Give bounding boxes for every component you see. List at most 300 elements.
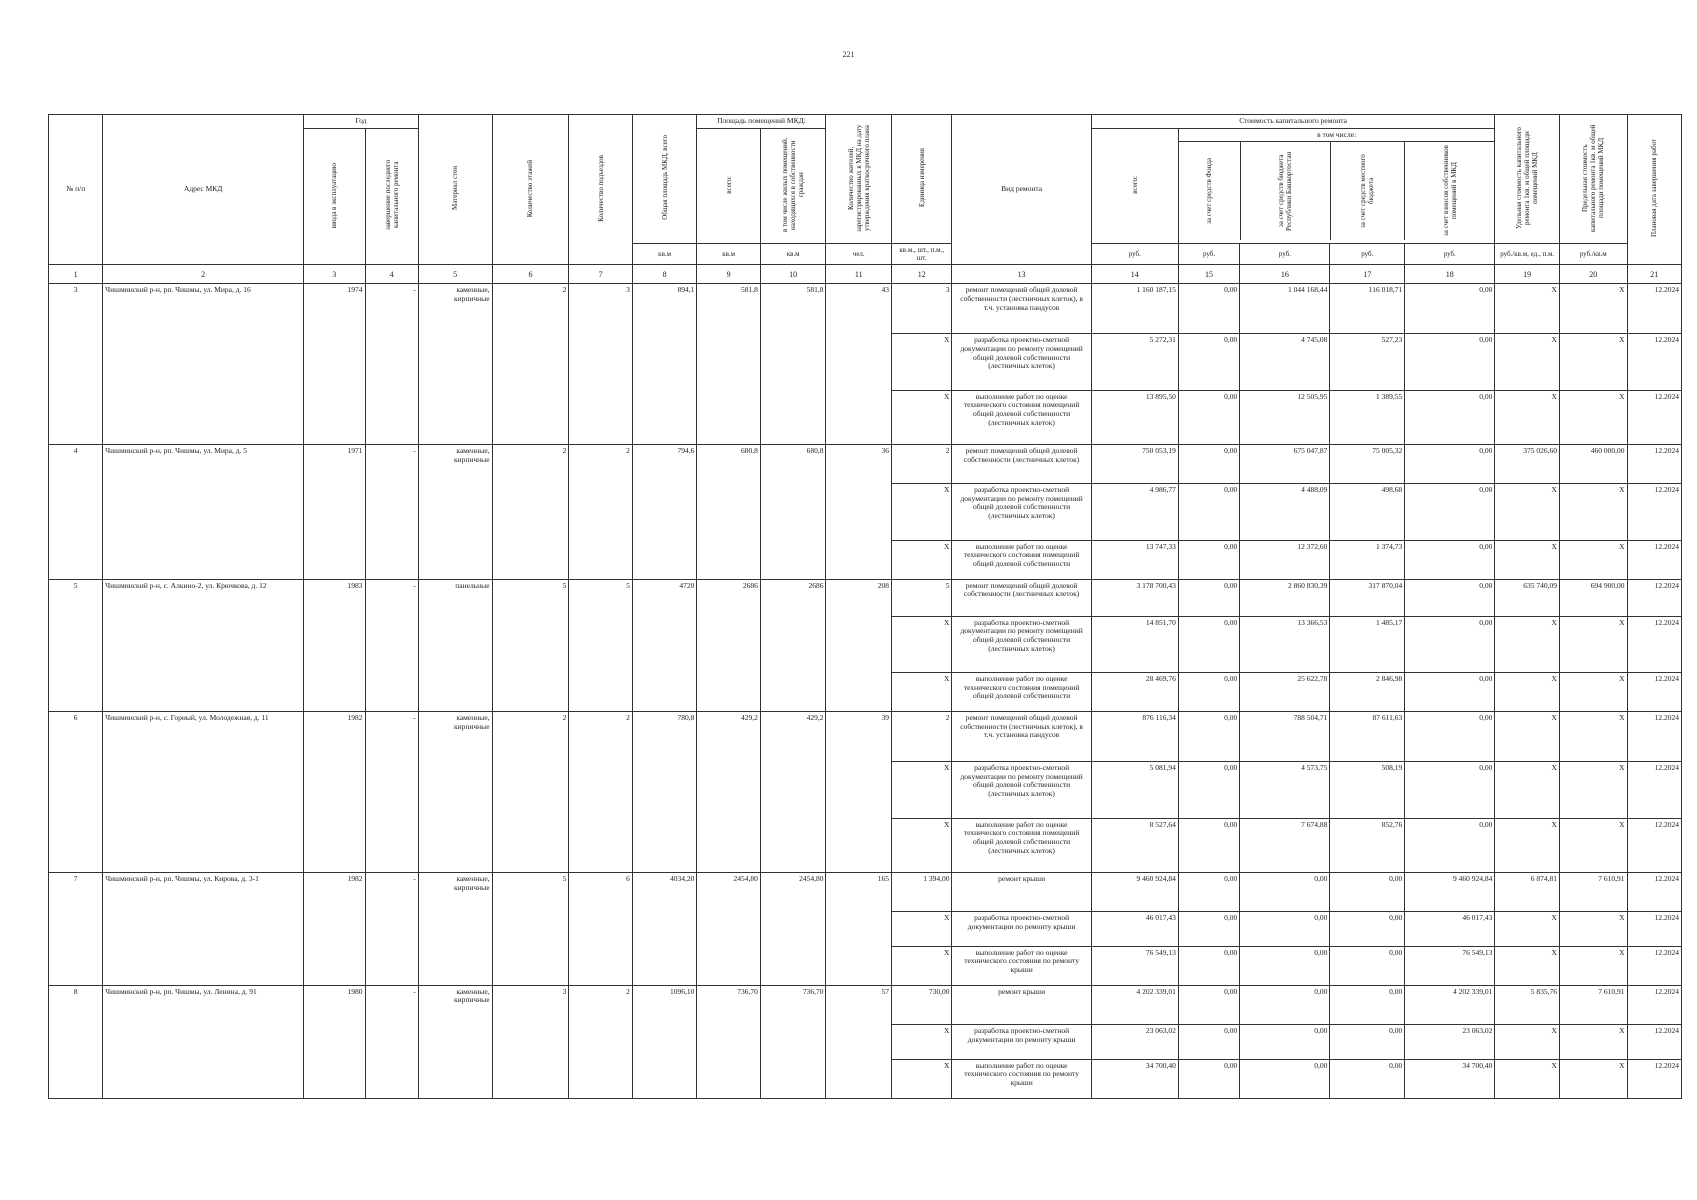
unit-cost: X [1495,912,1560,947]
header-row-1 [49,115,1682,129]
cost-owners: 0,00 [1405,818,1495,872]
unit-cost: 375 026,60 [1495,445,1560,484]
house-address: Чишминский р-н, рп. Чишмы, ул. Ленина, д. 91 [103,985,304,1098]
house-number: 7 [49,872,103,985]
cost-fund: 0,00 [1178,484,1239,540]
cost-total: 23 063,02 [1091,1024,1178,1059]
col-fund-header: за счет средств Фонда [1179,142,1241,240]
entrances-count: 6 [569,872,633,985]
cost-total: 76 549,13 [1091,946,1178,985]
col-last-repair-header: завершение последнего капитального ремонта [365,128,418,265]
col-local-budget-header: за счет средств местного бюджета [1331,142,1406,240]
col-max-cost-header: Предельная стоимость капитального ремонта 1кв. м общей площади помещений МКД [1559,115,1627,244]
col-num-header: № п/п [49,115,103,265]
work-unit: X [892,762,952,818]
residential-area: 736,70 [760,985,826,1098]
unit-cost: 635 740,09 [1495,579,1560,616]
work-name: ремонт помещений общей долевой собственности (лестничных клеток), в т.ч. установка пандусов [952,712,1091,762]
col-cost-group-header: Стоимость капитального ремонта [1091,115,1495,129]
premises-area: 680,8 [697,445,761,580]
entrances-count: 2 [569,712,633,873]
completion-date: 12.2024 [1627,445,1681,484]
year-commission: 1982 [304,872,365,985]
last-repair-year: - [365,985,418,1098]
cost-republic-budget: 4 745,08 [1240,334,1330,390]
work-name: разработка проектно-сметной документации по ремонту помещений общей долевой собственности (лестничных клеток) [952,616,1091,672]
cost-fund: 0,00 [1178,985,1239,1024]
completion-date: 12.2024 [1627,912,1681,947]
col-premises-residential-header: в том числе жилых помещений, находящихся в собственности граждан [760,128,826,244]
total-area: 4720 [632,579,697,711]
cost-republic-budget: 12 372,60 [1240,540,1330,579]
cost-owners: 76 549,13 [1405,946,1495,985]
total-area: 4034,20 [632,872,697,985]
max-cost: 7 610,91 [1559,872,1627,911]
unit-cell: кв.м [632,244,697,265]
page-number: 221 [842,50,855,59]
unit-cell: кв.м., шт., п.м., шт. [892,244,952,265]
cost-total: 4 202 339,01 [1091,985,1178,1024]
cost-total: 46 017,43 [1091,912,1178,947]
year-commission: 1974 [304,284,365,445]
cost-total: 14 851,70 [1091,616,1178,672]
col-number: 15 [1178,265,1239,284]
house-number: 8 [49,985,103,1098]
table-row [49,579,1682,616]
wall-material: каменные, кирпичные [418,985,492,1098]
unit-cost: X [1495,1059,1560,1098]
table-row [49,445,1682,484]
wall-material: панельные [418,579,492,711]
cost-total: 28 469,76 [1091,673,1178,712]
completion-date: 12.2024 [1627,616,1681,672]
col-total-area-header: Общая площадь МКД, всего [632,115,697,244]
cost-local-budget: 508,19 [1330,762,1405,818]
cost-republic-budget: 0,00 [1240,912,1330,947]
house-number: 5 [49,579,103,711]
cost-total: 8 527,64 [1091,818,1178,872]
cost-republic-budget: 2 860 830,39 [1240,579,1330,616]
cost-fund: 0,00 [1178,872,1239,911]
col-date-header: Плановая дата завершения работ [1627,115,1681,265]
residents-count: 39 [826,712,892,873]
unit-cell: кв.м [697,244,761,265]
cost-republic-budget: 13 366,53 [1240,616,1330,672]
floors-count: 2 [492,284,569,445]
cost-total: 5 272,31 [1091,334,1178,390]
cost-fund: 0,00 [1178,912,1239,947]
floors-count: 2 [492,712,569,873]
cost-total: 34 700,40 [1091,1059,1178,1098]
col-number: 14 [1091,265,1178,284]
col-number: 3 [304,265,365,284]
cost-local-budget: 317 870,04 [1330,579,1405,616]
cost-republic-budget: 0,00 [1240,1059,1330,1098]
cost-local-budget: 0,00 [1330,985,1405,1024]
cost-owners: 46 017,43 [1405,912,1495,947]
wall-material: каменные, кирпичные [418,445,492,580]
floors-count: 5 [492,579,569,711]
cost-fund: 0,00 [1178,1059,1239,1098]
cost-fund: 0,00 [1178,540,1239,579]
house-address: Чишминский р-н, с. Алкино-2, ул. Крючкова, д. 12 [103,579,304,711]
cost-republic-budget: 788 504,71 [1240,712,1330,762]
house-number: 4 [49,445,103,580]
work-unit: X [892,912,952,947]
table-row [49,985,1682,1024]
col-owners-header: за счет взносов собственников помещений в МКД [1441,145,1458,237]
work-unit: X [892,616,952,672]
work-unit: 1 394,00 [892,872,952,911]
max-cost: X [1559,616,1627,672]
max-cost: X [1559,334,1627,390]
max-cost: 460 000,00 [1559,445,1627,484]
cost-local-budget: 116 018,71 [1330,284,1405,334]
work-unit: 2 [892,445,952,484]
work-unit: X [892,673,952,712]
floors-count: 5 [492,872,569,985]
residents-count: 208 [826,579,892,711]
work-name: выполнение работ по оценке технического состояния помещений общей долевой собственности [952,540,1091,579]
col-number: 2 [103,265,304,284]
cost-local-budget: 87 611,63 [1330,712,1405,762]
cost-republic-budget: 1 044 168,44 [1240,284,1330,334]
cost-republic-budget: 0,00 [1240,985,1330,1024]
max-cost: X [1559,712,1627,762]
cost-fund: 0,00 [1178,818,1239,872]
max-cost: X [1559,484,1627,540]
col-cost-total-header: всего: [1091,128,1178,244]
work-name: ремонт помещений общей долевой собственности (лестничных клеток) [952,445,1091,484]
col-year-commission-header: ввода в эксплуатацию [304,128,365,265]
col-number: 1 [49,265,103,284]
cost-total: 13 895,50 [1091,390,1178,444]
completion-date: 12.2024 [1627,712,1681,762]
unit-cell: руб. [1178,244,1239,265]
cost-owners: 0,00 [1405,673,1495,712]
residential-area: 680,8 [760,445,826,580]
col-number: 11 [826,265,892,284]
col-premises-group-header: Площадь помещений МКД: [697,115,826,129]
unit-cell: чел. [826,244,892,265]
cost-local-budget: 852,76 [1330,818,1405,872]
unit-cost: X [1495,484,1560,540]
work-name: разработка проектно-сметной документации по ремонту крыши [952,1024,1091,1059]
unit-cost: X [1495,818,1560,872]
capital-repair-table [48,114,1682,1099]
max-cost: X [1559,946,1627,985]
col-republic-budget-header: за счет средств бюджета Республики Башкортостан [1241,142,1331,240]
cost-republic-budget: 7 674,88 [1240,818,1330,872]
completion-date: 12.2024 [1627,284,1681,334]
work-unit: 730,00 [892,985,952,1024]
cost-owners: 0,00 [1405,445,1495,484]
cost-owners: 23 063,02 [1405,1024,1495,1059]
col-number: 9 [697,265,761,284]
residential-area: 581,8 [760,284,826,445]
work-unit: 5 [892,579,952,616]
cost-total: 4 986,77 [1091,484,1178,540]
work-name: выполнение работ по оценке технического состояния по ремонту крыши [952,946,1091,985]
cost-owners: 0,00 [1405,712,1495,762]
work-name: ремонт крыши [952,872,1091,911]
completion-date: 12.2024 [1627,1024,1681,1059]
year-commission: 1980 [304,985,365,1098]
table-row [49,872,1682,911]
cost-local-budget: 2 846,98 [1330,673,1405,712]
cost-local-budget: 1 389,55 [1330,390,1405,444]
residents-count: 36 [826,445,892,580]
last-repair-year: - [365,872,418,985]
max-cost: X [1559,912,1627,947]
unit-cost: X [1495,284,1560,334]
work-unit: X [892,334,952,390]
work-name: разработка проектно-сметной документации по ремонту помещений общей долевой собственности (лестничных клеток) [952,762,1091,818]
cost-local-budget: 1 374,73 [1330,540,1405,579]
cost-total: 9 460 924,84 [1091,872,1178,911]
cost-fund: 0,00 [1178,712,1239,762]
table-row [49,712,1682,762]
work-unit: 2 [892,712,952,762]
work-name: выполнение работ по оценке технического состояния помещений общей долевой собственности [952,673,1091,712]
cost-owners: 9 460 924,84 [1405,872,1495,911]
unit-cost: X [1495,334,1560,390]
max-cost: 7 610,91 [1559,985,1627,1024]
unit-cell: руб. [1091,244,1178,265]
unit-cell: руб. [1330,244,1405,265]
unit-cost: X [1495,1024,1560,1059]
col-material-header: Материал стен [418,115,492,265]
total-area: 794,6 [632,445,697,580]
cost-owners: 0,00 [1405,616,1495,672]
col-including-header: в том числе: за счет средств Фонда за счет средств бюджета Республики Башкортостан за счет средств местного бюджета за счет взносов собственников помещений в МКД [1178,128,1495,244]
wall-material: каменные, кирпичные [418,872,492,985]
max-cost: X [1559,1024,1627,1059]
house-address: Чишминский р-н, рп. Чишмы, ул. Кирова, д. 3-1 [103,872,304,985]
completion-date: 12.2024 [1627,673,1681,712]
cost-republic-budget: 4 573,75 [1240,762,1330,818]
cost-republic-budget: 25 622,78 [1240,673,1330,712]
premises-area: 2454,80 [697,872,761,985]
floors-count: 2 [492,445,569,580]
work-name: ремонт помещений общей долевой собственности (лестничных клеток) [952,579,1091,616]
col-address-header: Адрес МКД [103,115,304,265]
unit-cost: X [1495,616,1560,672]
unit-cost: X [1495,540,1560,579]
work-name: выполнение работ по оценке технического состояния по ремонту крыши [952,1059,1091,1098]
house-address: Чишминский р-н, с. Горный, ул. Молодежная, д. 11 [103,712,304,873]
cost-owners: 0,00 [1405,762,1495,818]
work-unit: X [892,484,952,540]
col-number: 13 [952,265,1091,284]
cost-republic-budget: 0,00 [1240,872,1330,911]
house-address: Чишминский р-н, рп. Чишмы, ул. Мира, д. 16 [103,284,304,445]
col-unit-header: Единица измерения [892,115,952,244]
completion-date: 12.2024 [1627,762,1681,818]
cost-total: 876 116,34 [1091,712,1178,762]
col-number: 18 [1405,265,1495,284]
unit-cost: X [1495,673,1560,712]
cost-local-budget: 498,68 [1330,484,1405,540]
work-name: выполнение работ по оценке технического состояния помещений общей долевой собственности (лестничных клеток) [952,390,1091,444]
cost-total: 750 053,19 [1091,445,1178,484]
cost-total: 1 160 187,15 [1091,284,1178,334]
cost-fund: 0,00 [1178,762,1239,818]
max-cost: X [1559,1059,1627,1098]
col-unit-cost-header: Удельная стоимость капитального ремонта 1кв. м общей площади помещений МКД [1495,115,1560,244]
work-unit: X [892,390,952,444]
col-number: 8 [632,265,697,284]
cost-republic-budget: 0,00 [1240,1024,1330,1059]
cost-owners: 0,00 [1405,390,1495,444]
work-name: ремонт крыши [952,985,1091,1024]
work-unit: X [892,540,952,579]
residents-count: 43 [826,284,892,445]
col-premises-total-header: всего: [697,128,761,244]
work-unit: X [892,1059,952,1098]
cost-owners: 0,00 [1405,334,1495,390]
residential-area: 2454,80 [760,872,826,985]
cost-fund: 0,00 [1178,390,1239,444]
max-cost: 694 900,00 [1559,579,1627,616]
entrances-count: 2 [569,985,633,1098]
completion-date: 12.2024 [1627,872,1681,911]
total-area: 894,1 [632,284,697,445]
house-number: 6 [49,712,103,873]
last-repair-year: - [365,445,418,580]
completion-date: 12.2024 [1627,1059,1681,1098]
col-number: 6 [492,265,569,284]
cost-local-budget: 0,00 [1330,872,1405,911]
cost-fund: 0,00 [1178,673,1239,712]
cost-local-budget: 0,00 [1330,946,1405,985]
entrances-count: 3 [569,284,633,445]
work-unit: 3 [892,284,952,334]
house-address: Чишминский р-н, рп. Чишмы, ул. Мира, д. 5 [103,445,304,580]
total-area: 1096,10 [632,985,697,1098]
max-cost: X [1559,390,1627,444]
col-number: 12 [892,265,952,284]
completion-date: 12.2024 [1627,946,1681,985]
residential-area: 429,2 [760,712,826,873]
premises-area: 429,2 [697,712,761,873]
cost-owners: 4 202 339,01 [1405,985,1495,1024]
cost-local-budget: 0,00 [1330,1024,1405,1059]
cost-local-budget: 0,00 [1330,1059,1405,1098]
work-name: выполнение работ по оценке технического состояния помещений общей долевой собственности (лестничных клеток) [952,818,1091,872]
premises-area: 581,8 [697,284,761,445]
completion-date: 12.2024 [1627,484,1681,540]
floors-count: 3 [492,985,569,1098]
cost-total: 13 747,33 [1091,540,1178,579]
last-repair-year: - [365,712,418,873]
col-number: 4 [365,265,418,284]
last-repair-year: - [365,579,418,711]
completion-date: 12.2024 [1627,579,1681,616]
cost-total: 3 178 700,43 [1091,579,1178,616]
cost-local-budget: 527,23 [1330,334,1405,390]
unit-cost: 6 874,81 [1495,872,1560,911]
cost-fund: 0,00 [1178,334,1239,390]
col-number: 16 [1240,265,1330,284]
cost-fund: 0,00 [1178,946,1239,985]
house-number: 3 [49,284,103,445]
cost-fund: 0,00 [1178,579,1239,616]
cost-total: 5 081,94 [1091,762,1178,818]
entrances-count: 2 [569,445,633,580]
cost-local-budget: 1 485,17 [1330,616,1405,672]
col-number: 5 [418,265,492,284]
completion-date: 12.2024 [1627,540,1681,579]
unit-cost: X [1495,762,1560,818]
col-number: 21 [1627,265,1681,284]
unit-cost: X [1495,946,1560,985]
unit-cell: кв.м [760,244,826,265]
col-number: 7 [569,265,633,284]
work-name: разработка проектно-сметной документации по ремонту помещений общей долевой собственности (лестничных клеток) [952,334,1091,390]
col-year-group-header: Год [304,115,419,129]
max-cost: X [1559,762,1627,818]
entrances-count: 5 [569,579,633,711]
max-cost: X [1559,818,1627,872]
unit-cell: руб. [1240,244,1330,265]
work-name: разработка проектно-сметной документации по ремонту крыши [952,912,1091,947]
premises-area: 736,70 [697,985,761,1098]
cost-republic-budget: 4 488,09 [1240,484,1330,540]
unit-cell: руб. [1405,244,1495,265]
work-unit: X [892,818,952,872]
max-cost: X [1559,284,1627,334]
work-name: разработка проектно-сметной документации по ремонту помещений общей долевой собственности (лестничных клеток) [952,484,1091,540]
register-body [49,284,1682,1099]
residents-count: 165 [826,872,892,985]
completion-date: 12.2024 [1627,985,1681,1024]
col-work-type-header: Вид ремонта [952,115,1091,265]
column-numbers-row [49,265,1682,284]
completion-date: 12.2024 [1627,818,1681,872]
cost-owners: 0,00 [1405,540,1495,579]
cost-republic-budget: 12 505,95 [1240,390,1330,444]
cost-local-budget: 0,00 [1330,912,1405,947]
col-number: 19 [1495,265,1560,284]
work-unit: X [892,946,952,985]
cost-republic-budget: 675 047,87 [1240,445,1330,484]
cost-owners: 0,00 [1405,284,1495,334]
total-area: 780,8 [632,712,697,873]
unit-cost: X [1495,712,1560,762]
cost-republic-budget: 0,00 [1240,946,1330,985]
work-unit: X [892,1024,952,1059]
col-floors-header: Количество этажей [492,115,569,265]
work-name: ремонт помещений общей долевой собственности (лестничных клеток), в т.ч. установка пандусов [952,284,1091,334]
year-commission: 1971 [304,445,365,580]
unit-cell: руб./кв.м [1559,244,1627,265]
residential-area: 2686 [760,579,826,711]
cost-fund: 0,00 [1178,445,1239,484]
col-number: 20 [1559,265,1627,284]
unit-cost: X [1495,390,1560,444]
cost-fund: 0,00 [1178,284,1239,334]
cost-fund: 0,00 [1178,1024,1239,1059]
wall-material: каменные, кирпичные [418,712,492,873]
col-number: 10 [760,265,826,284]
cost-owners: 0,00 [1405,484,1495,540]
wall-material: каменные, кирпичные [418,284,492,445]
unit-cost: 5 835,76 [1495,985,1560,1024]
cost-local-budget: 75 005,32 [1330,445,1405,484]
completion-date: 12.2024 [1627,390,1681,444]
max-cost: X [1559,540,1627,579]
